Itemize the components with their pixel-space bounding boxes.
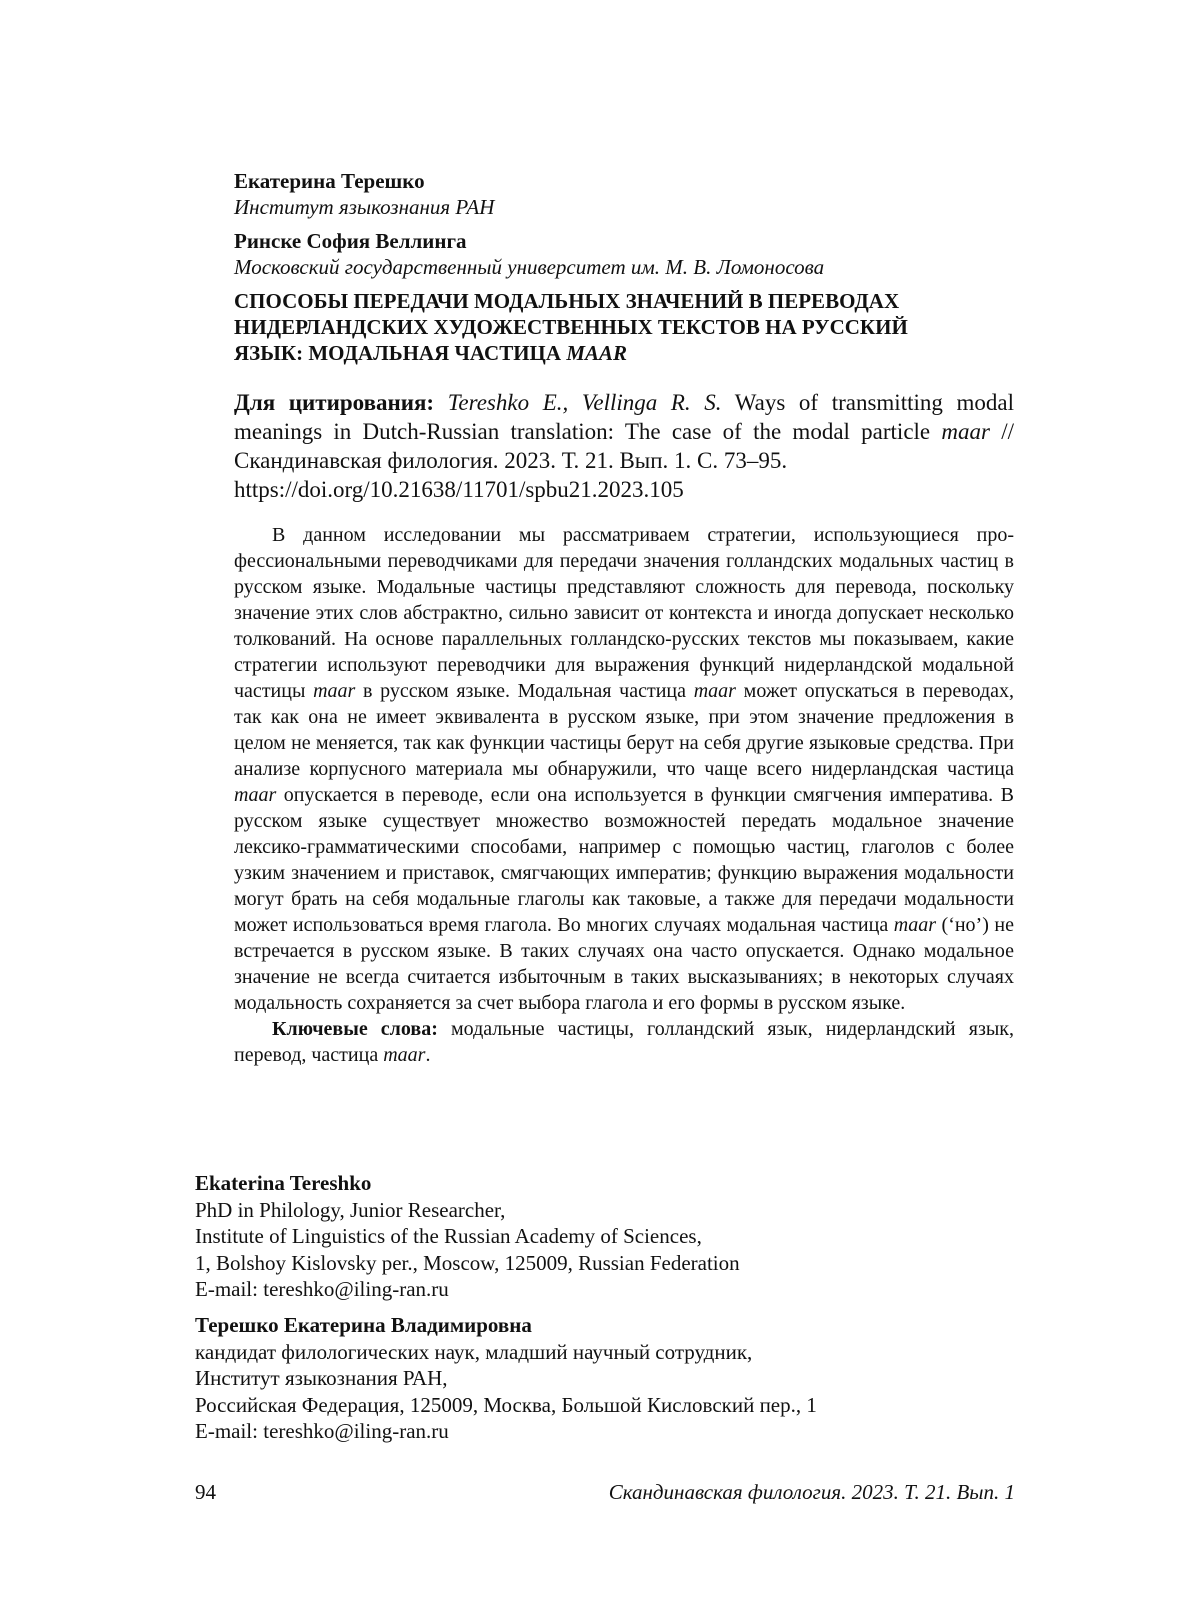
abstract-text: (‘но’) не встречается в русском языке. В таких случаях она часто опускается. Однако модальное значение не всегда считается избыточным в таких высказываниях; в некоторых случаях модальность сохраняется за счет выбора глагола и его формы в русском языке. [234,914,1014,1014]
citation-particle: maar [941,419,990,444]
title-line [234,340,1014,366]
title-line: НИДЕРЛАНДСКИХ ХУДОЖЕСТВЕННЫХ ТЕКСТОВ НА РУССКИЙ [234,315,908,339]
author-info-line: Российская Федерация, 125009, Москва, Большой Кисловский пер., 1 [195,1392,817,1417]
author-affiliation: Московский государственный университет им. М. В. Ломоносова [234,255,825,279]
particle-term: maar [893,914,936,936]
page-number: 94 [195,1480,216,1504]
abstract-text: в русском языке. Модальная частица [363,680,687,702]
author-info-line: Институт языкознания РАН, [195,1366,448,1390]
abstract-text: может опускаться в переводах, так как она не имеет эквивалента в русском языке, при этом значение предложения в целом не меняется, так как функции частицы берут на себя другие языковые средства. При анализе корпусного материала мы обнаружили, что чаще всего нидерландская частица [234,680,1015,780]
author-email: E-mail: tereshko@iling-ran.ru [195,1419,449,1443]
article-title [234,288,1014,366]
title-line-text: ЯЗЫК: МОДАЛЬНАЯ ЧАСТИЦА [234,341,567,365]
abstract-text: В данном исследовании мы рассматриваем стратегии, использующиеся профессиональными переводчиками для передачи значения голландских модальных частиц в русском языке. Модальные частицы представляют сложность для перевода, поскольку значение этих слов абстрактно, сильно зависит от контекста и иногда допускает несколько толкований. На основе параллельных голландско-русских текстов мы показываем, какие стратегии используют переводчики для выражения функций нидерландской модальной частицы [234,524,1014,702]
citation-title: Ways of transmitting modal meanings in Dutch-Russian translation: The case of the modal particle [234,390,1014,444]
author-info-name: Ekaterina Tereshko [195,1171,372,1195]
title-particle: MAAR [566,341,628,365]
keywords-particle: maar [383,1044,426,1066]
keywords-label: Ключевые слова: [272,1018,438,1040]
title-line: СПОСОБЫ ПЕРЕДАЧИ МОДАЛЬНЫХ ЗНАЧЕНИЙ В ПЕРЕВОДАХ [234,289,900,313]
author-info-name: Терешко Екатерина Владимировна [195,1313,532,1337]
author-info-line: кандидат филологических наук, младший научный сотрудник, [195,1339,753,1364]
journal-running-title: Скандинавская филология. 2023. Т. 21. Вып. 1 [608,1480,1015,1504]
citation-source: // Скандинавская филология. 2023. Т. 21. Вып. 1. С. 73–95. [234,419,1015,473]
abstract-text: опускается в переводе, если она используется в функции смягчения императива. В русском языке существует множество возможностей передать модальное значение лексико-грамматическими способами, например с помощью частиц, глаголов с более узким значением и приставок, смягчающих императив; функцию выражения модальности могут брать на себя модальные глаголы как таковые, а также для передачи модальности может использоваться время глагола. Во многих случаях модальная частица [234,784,1014,936]
citation [234,388,1014,504]
page-footer [195,1480,1015,1510]
keywords-end: . [425,1044,431,1066]
author-block [234,168,1014,366]
citation-authors: Tereshko E., Vellinga R. S. [447,390,722,415]
citation-label: Для цитирования: [234,390,435,415]
keywords [234,1016,1014,1068]
keywords-text: модальные частицы, голландский язык, нидерландский язык, перевод, частица [234,1018,1015,1066]
author-affiliation: Институт языкознания РАН [234,195,495,219]
author-info-line: 1, Bolshoy Kislovsky per., Moscow, 125009, Russian Federation [195,1250,740,1275]
author-info-en [195,1170,1015,1303]
author-info-ru [195,1312,1015,1445]
author-info-line: Institute of Linguistics of the Russian Academy of Sciences, [195,1224,702,1248]
particle-term: maar [234,784,277,806]
author-name: Екатерина Терешко [234,169,425,193]
author-info-line: PhD in Philology, Junior Researcher, [195,1197,506,1222]
author-email: E-mail: tereshko@iling-ran.ru [195,1277,449,1301]
particle-term: maar [693,680,736,702]
abstract-paragraph [234,522,1014,1016]
abstract [234,522,1014,1068]
author-name: Ринске София Веллинга [234,229,467,253]
citation-doi[interactable]: https://doi.org/10.21638/11701/spbu21.2023.105 [234,477,684,502]
particle-term: maar [313,680,356,702]
